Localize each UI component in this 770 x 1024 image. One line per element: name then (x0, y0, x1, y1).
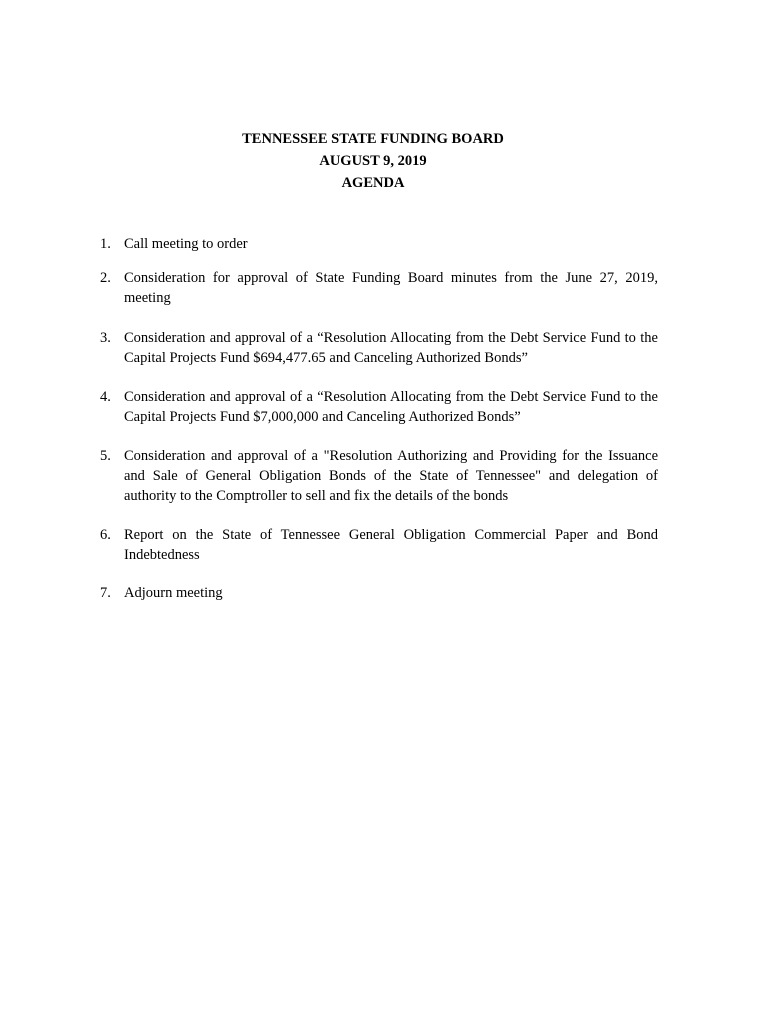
agenda-item-number: 6. (100, 527, 111, 543)
agenda-item-number: 2. (100, 270, 111, 286)
agenda-item-bond-issuance-resolution (100, 446, 658, 506)
agenda-item-number: 3. (100, 330, 111, 346)
agenda-item-number: 4. (100, 389, 111, 405)
agenda-item-text: Adjourn meeting (124, 585, 223, 601)
agenda-item-adjourn (100, 583, 658, 603)
meeting-date: AUGUST 9, 2019 (319, 153, 427, 169)
agenda-item-text: Call meeting to order (124, 236, 248, 252)
agenda-list (100, 234, 658, 603)
agenda-item-resolution-7000000 (100, 387, 658, 427)
agenda-item-minutes-approval (100, 268, 658, 308)
agenda-item-text: Consideration and approval of a “Resolution Allocating from the Debt Service Fund to the Capital Projects Fund $7,000,000 and Canceling Authorized Bonds” (124, 389, 658, 425)
agenda-item-number: 1. (100, 236, 111, 252)
agenda-item-text: Consideration and approval of a “Resolution Allocating from the Debt Service Fund to the Capital Projects Fund $694,477.65 and Canceling Authorized Bonds” (124, 330, 658, 366)
agenda-item-text: Report on the State of Tennessee General Obligation Commercial Paper and Bond Indebtedness (124, 527, 658, 563)
document-header (0, 128, 746, 194)
agenda-item-number: 7. (100, 585, 111, 601)
agenda-item-text: Consideration and approval of a "Resolution Authorizing and Providing for the Issuance and Sale of General Obligation Bonds of the State of Tennessee" and delegation of authority to the Comptroller to sell and fix the details of the bonds (124, 448, 658, 504)
agenda-item-indebtedness-report (100, 525, 658, 565)
agenda-item-resolution-694477 (100, 328, 658, 368)
agenda-heading: AGENDA (341, 175, 405, 191)
board-title: TENNESSEE STATE FUNDING BOARD (242, 131, 504, 147)
agenda-item-call-to-order (100, 234, 658, 254)
agenda-item-text: Consideration for approval of State Funding Board minutes from the June 27, 2019, meeting (124, 270, 658, 306)
agenda-item-number: 5. (100, 448, 111, 464)
